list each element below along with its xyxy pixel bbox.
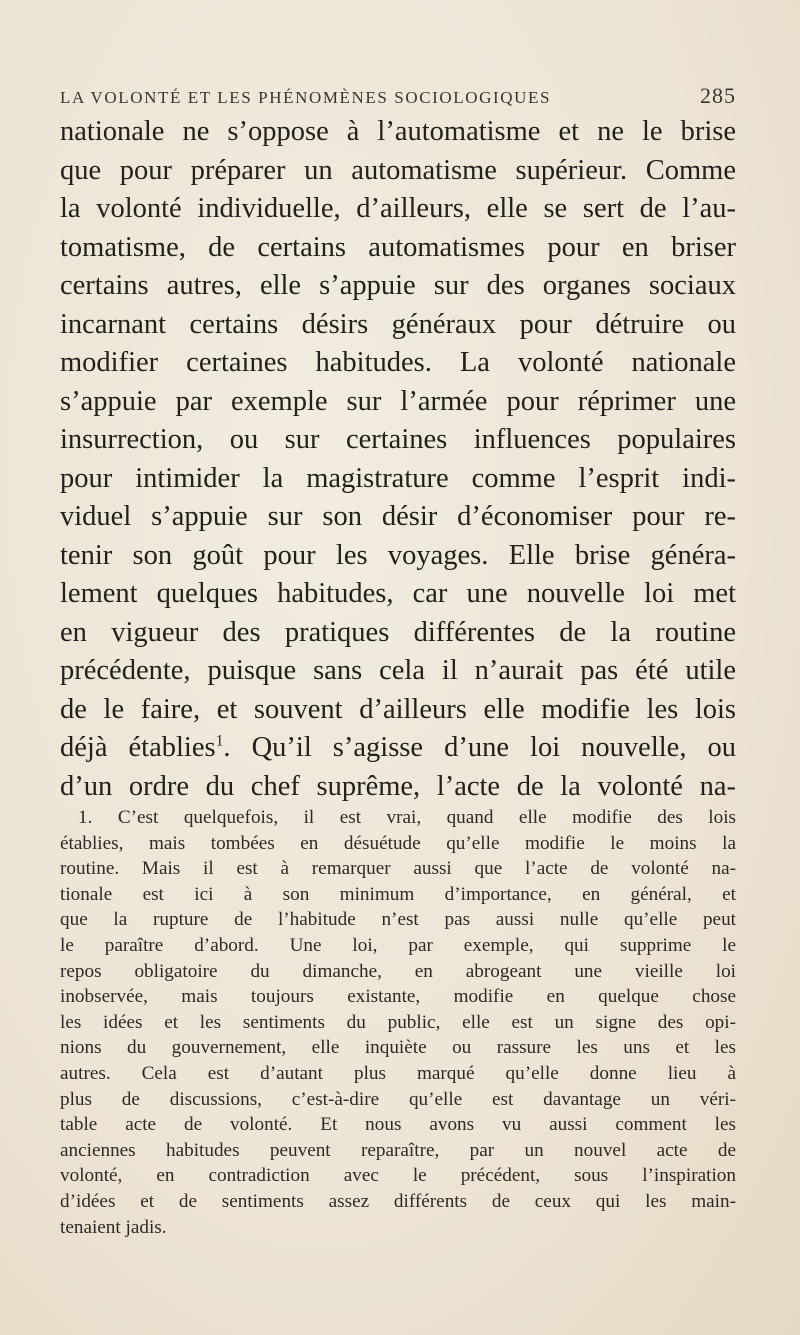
text-line-with-footnote-ref bbox=[60, 729, 736, 768]
text-line: pour intimider la magistrature comme l’esprit indi- bbox=[60, 462, 736, 494]
text-segment: . Qu’il s’agisse d’une loi nouvelle, ou bbox=[223, 732, 736, 763]
footnote-line: que la rupture de l’habitude n’est pas aussi nulle qu’elle peut bbox=[60, 909, 736, 931]
text-line: la volonté individuelle, d’ailleurs, elle se sert de l’au- bbox=[60, 193, 736, 224]
text-line: que pour préparer un automatisme supérieur. Comme bbox=[60, 154, 736, 186]
footnote-line: anciennes habitudes peuvent reparaître, par un nouvel acte de bbox=[60, 1139, 736, 1161]
footnote-line: les idées et les sentiments du public, elle est un signe des opi- bbox=[60, 1011, 736, 1033]
main-text bbox=[60, 113, 736, 806]
text-line: nationale ne s’oppose à l’automatisme et ne le brise bbox=[60, 116, 736, 147]
text-line: viduel s’appuie sur son désir d’économiser pour re- bbox=[60, 501, 736, 532]
footnote-line: repos obligatoire du dimanche, en abrogeant une vieille loi bbox=[60, 960, 736, 982]
footnote-line: tenaient jadis. bbox=[60, 1216, 167, 1238]
text-line: de le faire, et souvent d’ailleurs elle modifie les lois bbox=[60, 693, 736, 725]
text-segment: déjà établies bbox=[60, 732, 216, 763]
footnote-line: tionale est ici à son minimum d’importance, en général, et bbox=[60, 883, 736, 905]
footnote-line: autres. Cela est d’autant plus marqué qu’elle donne lieu à bbox=[60, 1062, 736, 1084]
footnote-line: établies, mais tombées en désuétude qu’elle modifie le moins la bbox=[60, 832, 736, 854]
footnote-line: le paraître d’abord. Une loi, par exemple, qui supprime le bbox=[60, 934, 736, 956]
text-line: lement quelques habitudes, car une nouvelle loi met bbox=[60, 578, 736, 609]
footnote-line: inobservée, mais toujours existante, modifie en quelque chose bbox=[60, 986, 736, 1008]
footnote-line: d’idées et de sentiments assez différents de ceux qui les main- bbox=[60, 1190, 736, 1212]
text-line: en vigueur des pratiques différentes de la routine bbox=[60, 616, 736, 648]
text-line: insurrection, ou sur certaines influences populaires bbox=[60, 424, 736, 455]
text-line: tomatisme, de certains automatismes pour en briser bbox=[60, 231, 736, 263]
page-number: 285 bbox=[700, 83, 736, 108]
text-line: précédente, puisque sans cela il n’aurait pas été utile bbox=[60, 655, 736, 686]
text-line: s’appuie par exemple sur l’armée pour réprimer une bbox=[60, 385, 736, 417]
footnote-line: 1. C’est quelquefois, il est vrai, quand elle modifie des lois bbox=[78, 807, 736, 828]
footnote-line: nions du gouvernement, elle inquiète ou rassure les uns et les bbox=[60, 1037, 736, 1059]
text-line: certains autres, elle s’appuie sur des organes sociaux bbox=[60, 270, 736, 301]
page-header bbox=[60, 83, 736, 109]
footnote-line: routine. Mais il est à remarquer aussi que l’acte de volonté na- bbox=[60, 858, 736, 880]
footnote-line: volonté, en contradiction avec le précédent, sous l’inspiration bbox=[60, 1165, 736, 1187]
text-line: modifier certaines habitudes. La volonté nationale bbox=[60, 347, 736, 378]
text-line: d’un ordre du chef suprême, l’acte de la volonté na- bbox=[60, 770, 736, 802]
running-title: LA VOLONTÉ ET LES PHÉNOMÈNES SOCIOLOGIQUES bbox=[60, 88, 552, 107]
footnote bbox=[60, 805, 736, 1240]
text-line: incarnant certains désirs généraux pour détruire ou bbox=[60, 308, 736, 340]
footnote-line: plus de discussions, c’est-à-dire qu’elle est davantage un véri- bbox=[60, 1088, 736, 1110]
footnote-reference: 1 bbox=[215, 732, 224, 750]
footnote-line: table acte de volonté. Et nous avons vu aussi comment les bbox=[60, 1114, 736, 1136]
text-line: tenir son goût pour les voyages. Elle brise généra- bbox=[60, 539, 736, 571]
